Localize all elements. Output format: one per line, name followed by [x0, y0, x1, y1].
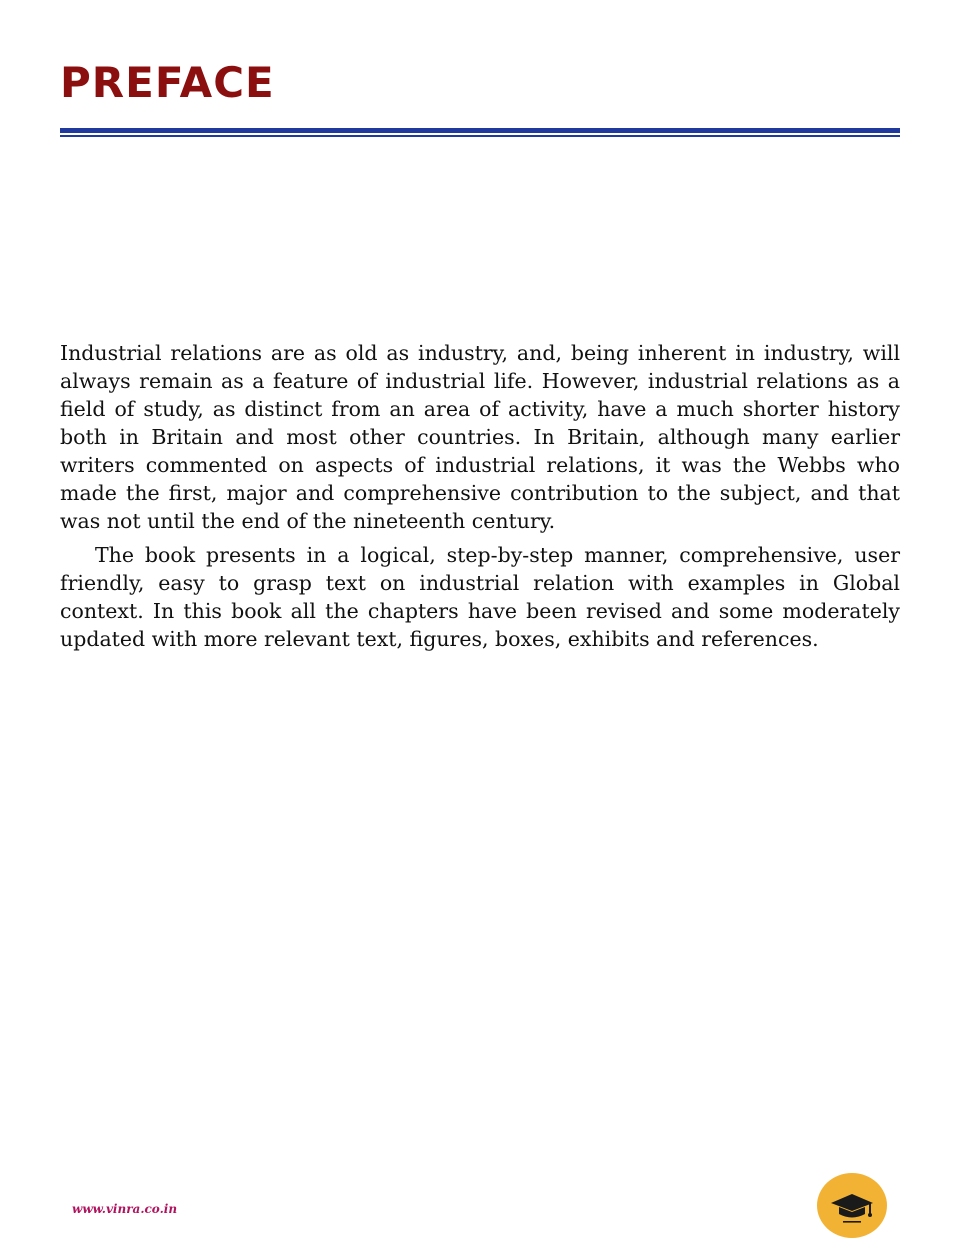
paragraph: Industrial relations are as old as industry, and, being inherent in industry, will always remain as a feature of industrial life. However, industrial relations as a field of study, as distinct from an area of activity, have a much shorter history both in Britain and most other countries. In Britain, although many earlier writers commented on aspects of industrial relations, it was the Webbs who made the first, major and comprehensive contribution to the subject, and that was not until the end of the nineteenth century. [60, 341, 900, 533]
website-url: www.vinra.co.in [72, 1202, 178, 1216]
preface-body [60, 339, 900, 653]
logo-badge [817, 1173, 887, 1238]
graduation-cap-icon [817, 1173, 887, 1238]
paragraph: The book presents in a logical, step-by-step manner, comprehensive, user friendly, easy to grasp text on industrial relation with examples in Global context. In this book all the chapters have been revised and some moderately updated with more relevant text, figures, boxes, exhibits and references. [60, 543, 900, 651]
page-title: PREFACE [60, 58, 275, 107]
title-rule-thin [60, 135, 900, 137]
title-rule-thick [60, 128, 900, 133]
